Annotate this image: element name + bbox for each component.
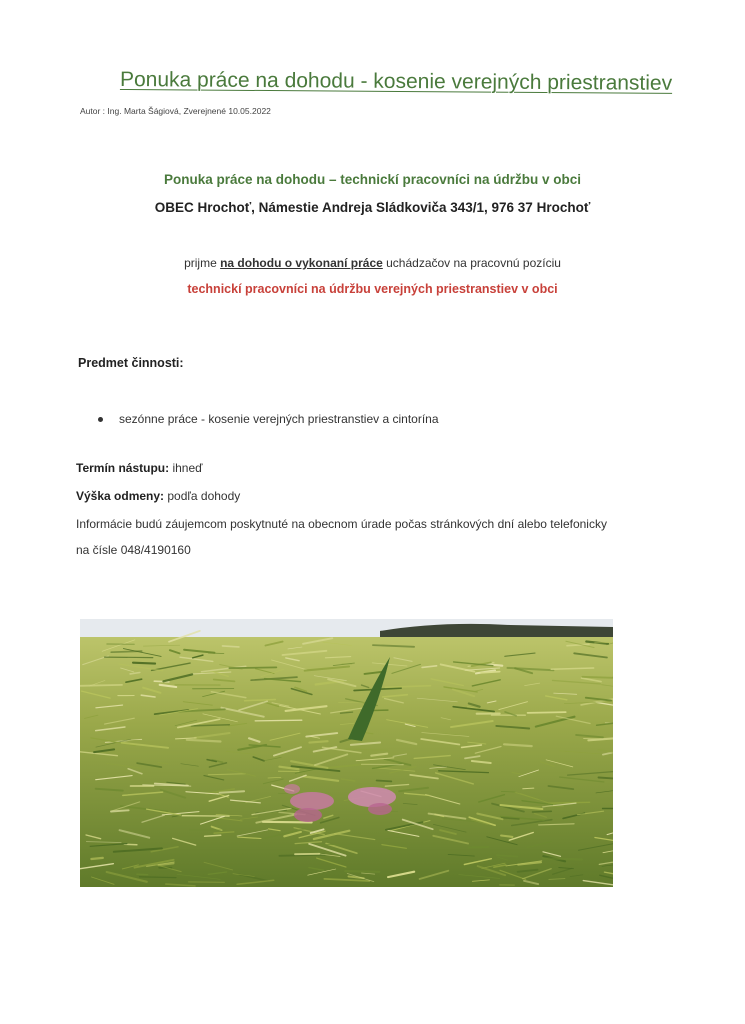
grass-blade (528, 712, 566, 713)
start-label: Termín nástupu: (76, 461, 170, 475)
position-title: technickí pracovníci na údržbu verejných priestranstiev v obci (187, 282, 558, 296)
grass-blade (105, 657, 153, 658)
grass-blade (501, 836, 512, 837)
grass-blade (549, 802, 590, 803)
pay-value: podľa dohody (164, 489, 241, 503)
hire-line (0, 256, 745, 270)
info-line-1: Informácie budú záujemcom poskytnuté na obecnom úrade počas stránkových dní alebo telefonicky (76, 517, 607, 531)
pay-label: Výška odmeny: (76, 489, 165, 503)
grass-blade (263, 822, 312, 823)
grass-blade (189, 882, 225, 883)
grass-blade (582, 677, 613, 678)
grass-blade (501, 792, 515, 793)
grass-blade (205, 835, 221, 836)
grass-blade (124, 844, 137, 845)
grass-blade (345, 871, 379, 872)
grass-blade (137, 874, 148, 875)
grass-blade (91, 858, 102, 859)
hire-emphasis: na dohodu o vykonaní práce (220, 256, 383, 270)
document-title: Ponuka práce na dohodu - kosenie verejných priestranstiev (119, 68, 673, 95)
start-value: ihneď (169, 461, 203, 475)
list-item-text: sezónne práce - kosenie verejných priestranstiev a cintorína (119, 412, 439, 426)
organization-address: OBEC Hrochoť, Námestie Andreja Sládkoviča 343/1, 976 37 Hrochoť (154, 200, 591, 215)
pay-line (76, 489, 240, 503)
hire-suffix: uchádzačov na pracovnú pozíciu (382, 256, 561, 270)
start-date-line (76, 461, 203, 475)
grass-blade (481, 672, 500, 673)
author-line: Autor : Ing. Marta Šágiová, Zverejnené 10.05.2022 (80, 106, 271, 116)
grass-photo (80, 619, 613, 887)
grass-blade (140, 877, 177, 878)
grass-blade (309, 741, 327, 742)
grass-blade (533, 811, 552, 812)
list-item (98, 412, 439, 426)
hire-prefix: prijme (184, 256, 221, 270)
grass-blade (133, 663, 155, 664)
grass-photo-graphic (80, 619, 613, 887)
grass-blade (584, 739, 604, 740)
info-line-2: na čísle 048/4190160 (76, 543, 191, 557)
grass-blade (223, 646, 239, 647)
grass-blade (255, 720, 302, 721)
grass-blade (229, 667, 276, 668)
grass-blade (523, 788, 534, 789)
grass-blade (81, 685, 123, 686)
grass-blade (543, 858, 582, 859)
grass-blade (377, 781, 392, 782)
subject-label: Predmet činnosti: (78, 356, 184, 370)
offer-heading: Ponuka práce na dohodu – technickí pracovníci na údržbu v obci (163, 172, 582, 187)
bullet-icon (98, 417, 103, 422)
